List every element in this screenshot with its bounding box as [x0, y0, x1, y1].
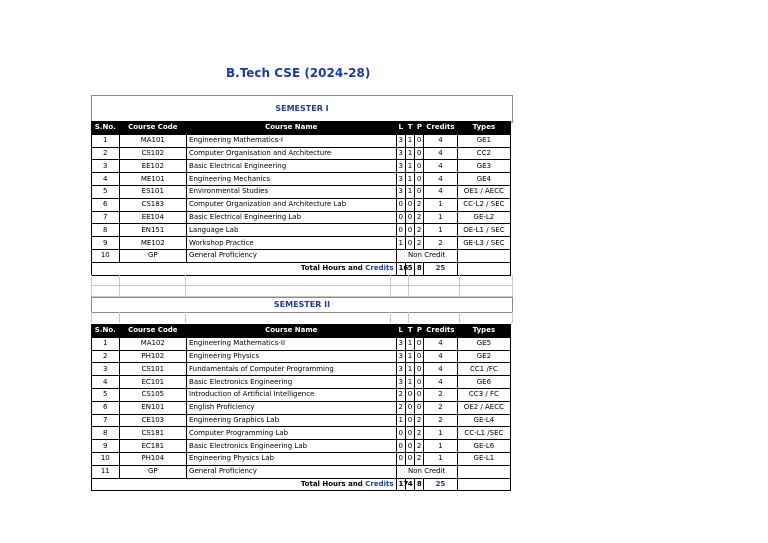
cell-type: GE-L4 [457, 414, 510, 427]
cell-course-name: Introduction of Artificial Intelligence [187, 388, 397, 401]
table-row [92, 363, 511, 376]
cell-practical: 2 [414, 224, 423, 237]
total-practical: 8 [414, 262, 423, 275]
cell-sno: 8 [92, 427, 120, 440]
cell-practical: 0 [414, 134, 423, 147]
cell-practical: 2 [414, 237, 423, 250]
cell-practical: 2 [414, 414, 423, 427]
cell-type [457, 465, 510, 478]
cell-credits: 2 [424, 401, 458, 414]
table-row [92, 414, 511, 427]
cell-sno: 7 [92, 211, 120, 224]
cell-tutorial: 0 [405, 440, 414, 453]
cell-lecture: 3 [396, 350, 405, 363]
cell-lecture: 3 [396, 337, 405, 350]
cell-practical: 0 [414, 160, 423, 173]
cell-course-code: ME102 [119, 237, 186, 250]
cell-practical: 0 [414, 173, 423, 186]
cell-lecture: 3 [396, 134, 405, 147]
total-practical: 8 [414, 478, 423, 491]
header-lecture: L [396, 122, 405, 135]
table-row [92, 427, 511, 440]
cell-course-code: CS102 [119, 147, 186, 160]
cell-practical: 2 [414, 452, 423, 465]
cell-course-code: MA102 [119, 337, 186, 350]
cell-course-code: EC101 [119, 376, 186, 389]
semester-1-heading: SEMESTER I [91, 95, 513, 123]
cell-sno: 4 [92, 173, 120, 186]
cell-course-name: Computer Organisation and Architecture [187, 147, 397, 160]
total-row [92, 478, 511, 491]
header-tutorial: T [405, 325, 414, 338]
cell-sno: 9 [92, 440, 120, 453]
cell-sno: 1 [92, 337, 120, 350]
cell-lecture: 3 [396, 160, 405, 173]
cell-course-name: Computer Organization and Architecture Lab [187, 198, 397, 211]
table-row [92, 376, 511, 389]
cell-credits: 4 [424, 185, 458, 198]
cell-course-name: Basic Electronics Engineering [187, 376, 397, 389]
cell-type: CC-L2 / SEC [457, 198, 510, 211]
cell-type: OE1 / AECC [457, 185, 510, 198]
cell-credits: 4 [424, 147, 458, 160]
cell-course-name: Basic Electrical Engineering [187, 160, 397, 173]
cell-sno: 11 [92, 465, 120, 478]
cell-sno: 7 [92, 414, 120, 427]
total-row [92, 262, 511, 275]
total-label [92, 262, 397, 275]
cell-type: GE-L3 / SEC [457, 237, 510, 250]
cell-lecture: 0 [396, 427, 405, 440]
semester-2-table [91, 324, 511, 491]
cell-lecture: 0 [396, 198, 405, 211]
table-row [92, 452, 511, 465]
table-row [92, 147, 511, 160]
cell-practical: 0 [414, 185, 423, 198]
table-row [92, 350, 511, 363]
total-credits-word: Credits [365, 479, 394, 488]
header-course-code: Course Code [119, 325, 186, 338]
cell-course-code: EE104 [119, 211, 186, 224]
table-row [92, 198, 511, 211]
cell-practical: 2 [414, 440, 423, 453]
cell-lecture: 3 [396, 376, 405, 389]
cell-type: CC-L1 /SEC [457, 427, 510, 440]
cell-lecture: 3 [396, 363, 405, 376]
cell-sno: 4 [92, 376, 120, 389]
cell-course-name: Workshop Practice [187, 237, 397, 250]
cell-sno: 5 [92, 185, 120, 198]
cell-practical: 0 [414, 147, 423, 160]
cell-course-code: ME101 [119, 173, 186, 186]
header-practical: P [414, 122, 423, 135]
cell-tutorial: 0 [405, 452, 414, 465]
cell-tutorial: 0 [405, 388, 414, 401]
header-credits: Credits [424, 325, 458, 338]
table-row [92, 185, 511, 198]
cell-tutorial: 0 [405, 427, 414, 440]
table-row [92, 237, 511, 250]
cell-sno: 8 [92, 224, 120, 237]
cell-course-code: PH102 [119, 350, 186, 363]
cell-type: GE4 [457, 173, 510, 186]
header-course-code: Course Code [119, 122, 186, 135]
cell-practical: 0 [414, 376, 423, 389]
cell-course-name: Language Lab [187, 224, 397, 237]
cell-lecture: 2 [396, 401, 405, 414]
cell-type: GE1 [457, 134, 510, 147]
cell-course-code: GP [119, 465, 186, 478]
cell-course-code: EN151 [119, 224, 186, 237]
table-row [92, 388, 511, 401]
cell-course-code: PH104 [119, 452, 186, 465]
cell-type: OE-L1 / SEC [457, 224, 510, 237]
cell-credits: 2 [424, 388, 458, 401]
cell-course-code: ES101 [119, 185, 186, 198]
cell-course-code: CS101 [119, 363, 186, 376]
cell-credits: 2 [424, 237, 458, 250]
cell-course-name: Engineering Mathematics-I [187, 134, 397, 147]
cell-sno: 5 [92, 388, 120, 401]
cell-lecture: 3 [396, 173, 405, 186]
total-lecture: 16 [396, 262, 405, 275]
cell-course-name: General Proficiency [187, 249, 397, 262]
cell-tutorial: 0 [405, 224, 414, 237]
cell-credits: 4 [424, 337, 458, 350]
total-credits: 25 [424, 262, 458, 275]
cell-practical: 0 [414, 401, 423, 414]
header-type: Types [457, 325, 510, 338]
cell-lecture: 0 [396, 452, 405, 465]
cell-sno: 10 [92, 249, 120, 262]
cell-course-name: English Proficiency [187, 401, 397, 414]
cell-credits: 1 [424, 440, 458, 453]
cell-sno: 1 [92, 134, 120, 147]
cell-sno: 10 [92, 452, 120, 465]
cell-practical: 0 [414, 388, 423, 401]
cell-lecture: 3 [396, 147, 405, 160]
cell-tutorial: 0 [405, 414, 414, 427]
cell-course-name: Engineering Physics [187, 350, 397, 363]
cell-practical: 0 [414, 363, 423, 376]
cell-tutorial: 1 [405, 173, 414, 186]
cell-type: OE2 / AECC [457, 401, 510, 414]
cell-course-name: Fundamentals of Computer Programming [187, 363, 397, 376]
cell-practical: 2 [414, 211, 423, 224]
total-lecture: 17 [396, 478, 405, 491]
cell-course-code: CS181 [119, 427, 186, 440]
cell-sno: 3 [92, 363, 120, 376]
header-practical: P [414, 325, 423, 338]
cell-credits: 1 [424, 198, 458, 211]
cell-course-name: Basic Electrical Engineering Lab [187, 211, 397, 224]
table-row [92, 134, 511, 147]
total-label-text: Total Hours and [300, 479, 366, 488]
cell-course-name: Basic Electronics Engineering Lab [187, 440, 397, 453]
cell-course-code: EN101 [119, 401, 186, 414]
table-header-row [92, 325, 511, 338]
cell-tutorial: 1 [405, 134, 414, 147]
header-credits: Credits [424, 122, 458, 135]
table-row [92, 173, 511, 186]
header-course-name: Course Name [187, 325, 397, 338]
cell-credits: 1 [424, 224, 458, 237]
cell-type [457, 249, 510, 262]
cell-tutorial: 1 [405, 363, 414, 376]
cell-tutorial: 0 [405, 198, 414, 211]
cell-lecture: 0 [396, 211, 405, 224]
cell-tutorial: 1 [405, 350, 414, 363]
cell-tutorial: 0 [405, 237, 414, 250]
cell-course-code: CS105 [119, 388, 186, 401]
cell-tutorial: 1 [405, 147, 414, 160]
cell-lecture: 3 [396, 185, 405, 198]
cell-course-code: GP [119, 249, 186, 262]
header-tutorial: T [405, 122, 414, 135]
total-tutorial: 5 [405, 262, 414, 275]
page-title: B.Tech CSE (2024-28) [226, 66, 371, 80]
cell-sno: 3 [92, 160, 120, 173]
total-label-text: Total Hours and [300, 264, 366, 273]
total-credits: 25 [424, 478, 458, 491]
cell-lecture: 0 [396, 224, 405, 237]
cell-credits: 2 [424, 414, 458, 427]
table-row [92, 160, 511, 173]
cell-tutorial: 0 [405, 401, 414, 414]
cell-lecture: 2 [396, 388, 405, 401]
header-lecture: L [396, 325, 405, 338]
header-type: Types [457, 122, 510, 135]
total-type [457, 478, 510, 491]
non-credit-note: Non Credit [396, 249, 457, 262]
header-course-name: Course Name [187, 122, 397, 135]
semester-2-heading: SEMESTER II [91, 297, 513, 313]
cell-credits: 4 [424, 363, 458, 376]
cell-course-code: EC181 [119, 440, 186, 453]
cell-course-name: General Proficiency [187, 465, 397, 478]
table-row [92, 440, 511, 453]
table-row [92, 211, 511, 224]
cell-type: GE2 [457, 350, 510, 363]
semester-1-table [91, 121, 511, 276]
spacer-grid [91, 275, 513, 297]
cell-lecture: 1 [396, 237, 405, 250]
cell-course-name: Engineering Mathematics-II [187, 337, 397, 350]
cell-course-name: Environmental Studies [187, 185, 397, 198]
cell-tutorial: 1 [405, 376, 414, 389]
cell-credits: 4 [424, 173, 458, 186]
cell-course-name: Engineering Graphics Lab [187, 414, 397, 427]
cell-type: CC2 [457, 147, 510, 160]
cell-type: CC1 /FC [457, 363, 510, 376]
cell-sno: 2 [92, 147, 120, 160]
cell-tutorial: 0 [405, 211, 414, 224]
cell-type: GE-L1 [457, 452, 510, 465]
cell-type: GE3 [457, 160, 510, 173]
cell-practical: 2 [414, 427, 423, 440]
cell-sno: 2 [92, 350, 120, 363]
header-sno: S.No. [92, 122, 120, 135]
cell-course-name: Engineering Mechanics [187, 173, 397, 186]
cell-lecture: 0 [396, 440, 405, 453]
cell-course-name: Computer Programming Lab [187, 427, 397, 440]
table-row-gp [92, 465, 511, 478]
spacer-row [91, 312, 513, 323]
cell-practical: 0 [414, 350, 423, 363]
total-tutorial: 4 [405, 478, 414, 491]
non-credit-note: Non Credit [396, 465, 457, 478]
cell-sno: 6 [92, 401, 120, 414]
cell-practical: 2 [414, 198, 423, 211]
total-label [92, 478, 397, 491]
table-row [92, 224, 511, 237]
cell-course-code: MA101 [119, 134, 186, 147]
table-row [92, 337, 511, 350]
cell-type: CC3 / FC [457, 388, 510, 401]
cell-type: GE6 [457, 376, 510, 389]
cell-credits: 4 [424, 134, 458, 147]
cell-lecture: 1 [396, 414, 405, 427]
cell-credits: 4 [424, 350, 458, 363]
cell-tutorial: 1 [405, 160, 414, 173]
total-type [457, 262, 510, 275]
cell-type: GE-L2 [457, 211, 510, 224]
cell-type: GE5 [457, 337, 510, 350]
total-credits-word: Credits [365, 264, 394, 273]
cell-tutorial: 1 [405, 185, 414, 198]
cell-sno: 6 [92, 198, 120, 211]
cell-course-name: Engineering Physics Lab [187, 452, 397, 465]
cell-credits: 4 [424, 160, 458, 173]
cell-type: GE-L6 [457, 440, 510, 453]
cell-credits: 1 [424, 427, 458, 440]
cell-practical: 0 [414, 337, 423, 350]
header-sno: S.No. [92, 325, 120, 338]
table-row-gp [92, 249, 511, 262]
cell-course-code: CE103 [119, 414, 186, 427]
cell-credits: 1 [424, 211, 458, 224]
cell-credits: 1 [424, 452, 458, 465]
cell-tutorial: 1 [405, 337, 414, 350]
table-header-row [92, 122, 511, 135]
cell-sno: 9 [92, 237, 120, 250]
table-row [92, 401, 511, 414]
cell-credits: 4 [424, 376, 458, 389]
cell-course-code: CS183 [119, 198, 186, 211]
cell-course-code: EE102 [119, 160, 186, 173]
